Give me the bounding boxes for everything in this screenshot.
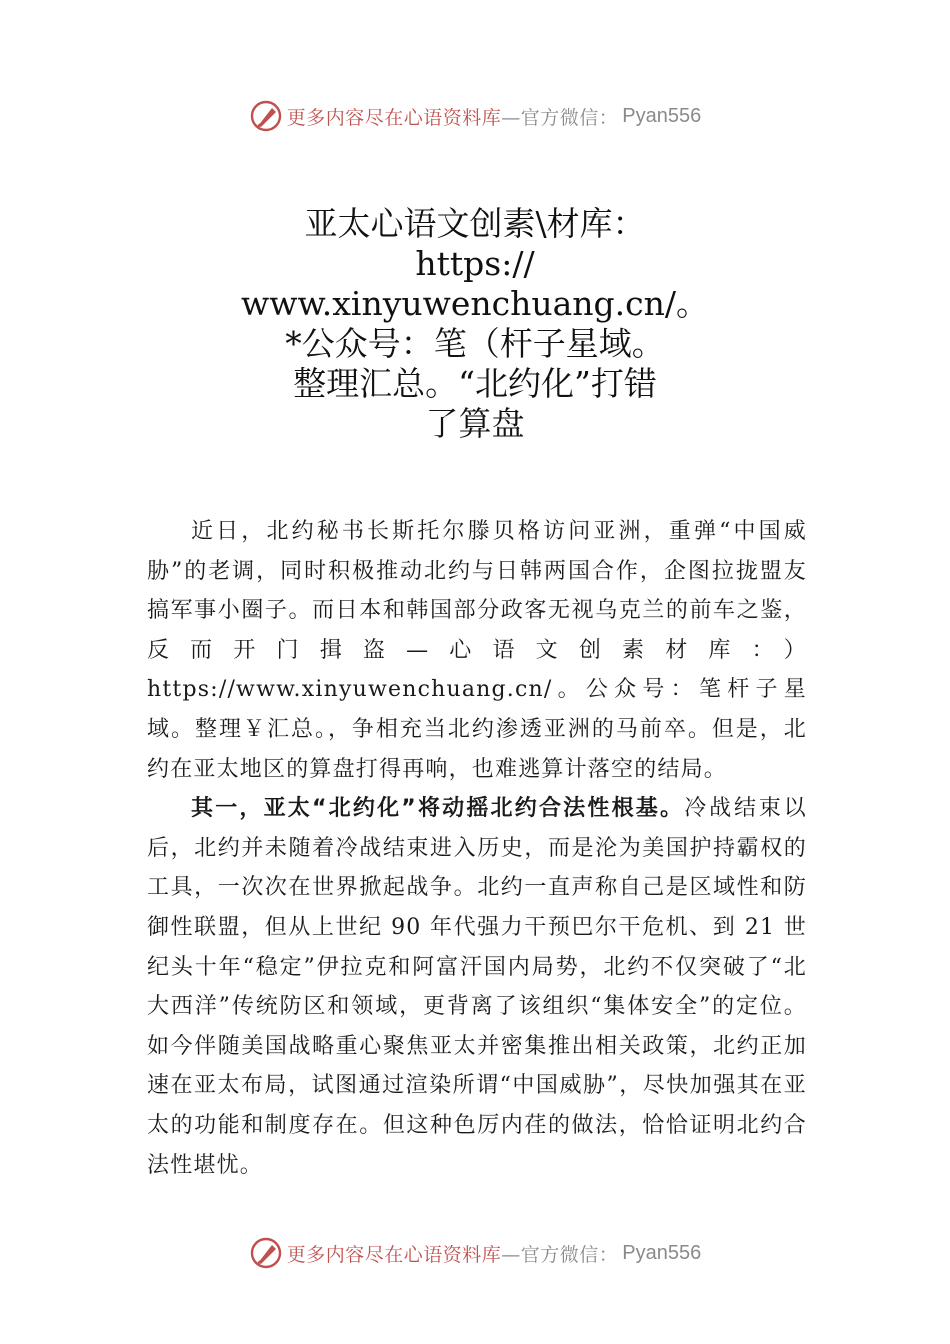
- banner-site-text: 更多内容尽在心语资料库: [286, 1243, 502, 1266]
- banner-wechat-id: Pyan556: [622, 1241, 702, 1264]
- document-title: [150, 204, 800, 444]
- banner-site-text: 更多内容尽在心语资料库: [286, 106, 502, 129]
- article-body: [147, 512, 807, 1185]
- quill-pen-icon: [249, 1236, 283, 1270]
- title-line: https://: [415, 244, 535, 283]
- paragraph: 近日，北约秘书长斯托尔滕贝格访问亚洲，重弹“中国威胁”的老调，同时积极推动北约与日韩两国合作，企图拉拢盟友搞军事小圈子。而日本和韩国部分政客无视乌克兰的前车之鉴，反而开门揖盗—心语文创素材库：）https://www.xinyuwenchuang.cn/。公众号：笔杆子星域。整理￥汇总。，争相充当北约渗透亚洲的马前卒。但是，北约在亚太地区的算盘打得再响，也难逃算计落空的结局。: [147, 519, 807, 782]
- title-line: 整理汇总。“北约化”打错: [293, 364, 657, 403]
- title-line: 了算盘: [425, 404, 525, 443]
- banner-wechat-label: —官方微信：: [501, 106, 619, 129]
- paragraph: [147, 789, 807, 1185]
- paragraph-text: 冷战结束以后，北约并未随着冷战结束进入历史，而是沦为美国护持霸权的工具，一次次在世界掀起战争。北约一直声称自己是区域性和防御性联盟，但从上世纪 90 年代强力干预巴尔干危机、到 21 世纪头十年“稳定”伊拉克和阿富汗国内局势，北约不仅突破了“北大西洋”传统防区和领域，更背离了该组织“集体安全”的定位。如今伴随美国战略重心聚焦亚太并密集推出相关政策，北约正加速在亚太布局，试图通过渲染所谓“中国威胁”，尽快加强其在亚太的功能和制度存在。但这种色厉内荏的做法，恰恰证明北约合法性堪忧。: [147, 796, 807, 1178]
- title-line: www.xinyuwenchuang.cn/。: [240, 284, 710, 323]
- banner-wechat-label: —官方微信：: [501, 1243, 619, 1266]
- banner-wechat-id: Pyan556: [622, 104, 702, 127]
- title-line: *公众号：笔（杆子星域。: [285, 324, 665, 363]
- quill-pen-icon: [249, 99, 283, 133]
- title-line: 亚太心语文创素\材库：: [304, 204, 646, 243]
- paragraph-lead: 其一，亚太“北约化”将动摇北约合法性根基。: [191, 796, 685, 822]
- footer-banner: [0, 1233, 950, 1273]
- header-banner: [0, 96, 950, 136]
